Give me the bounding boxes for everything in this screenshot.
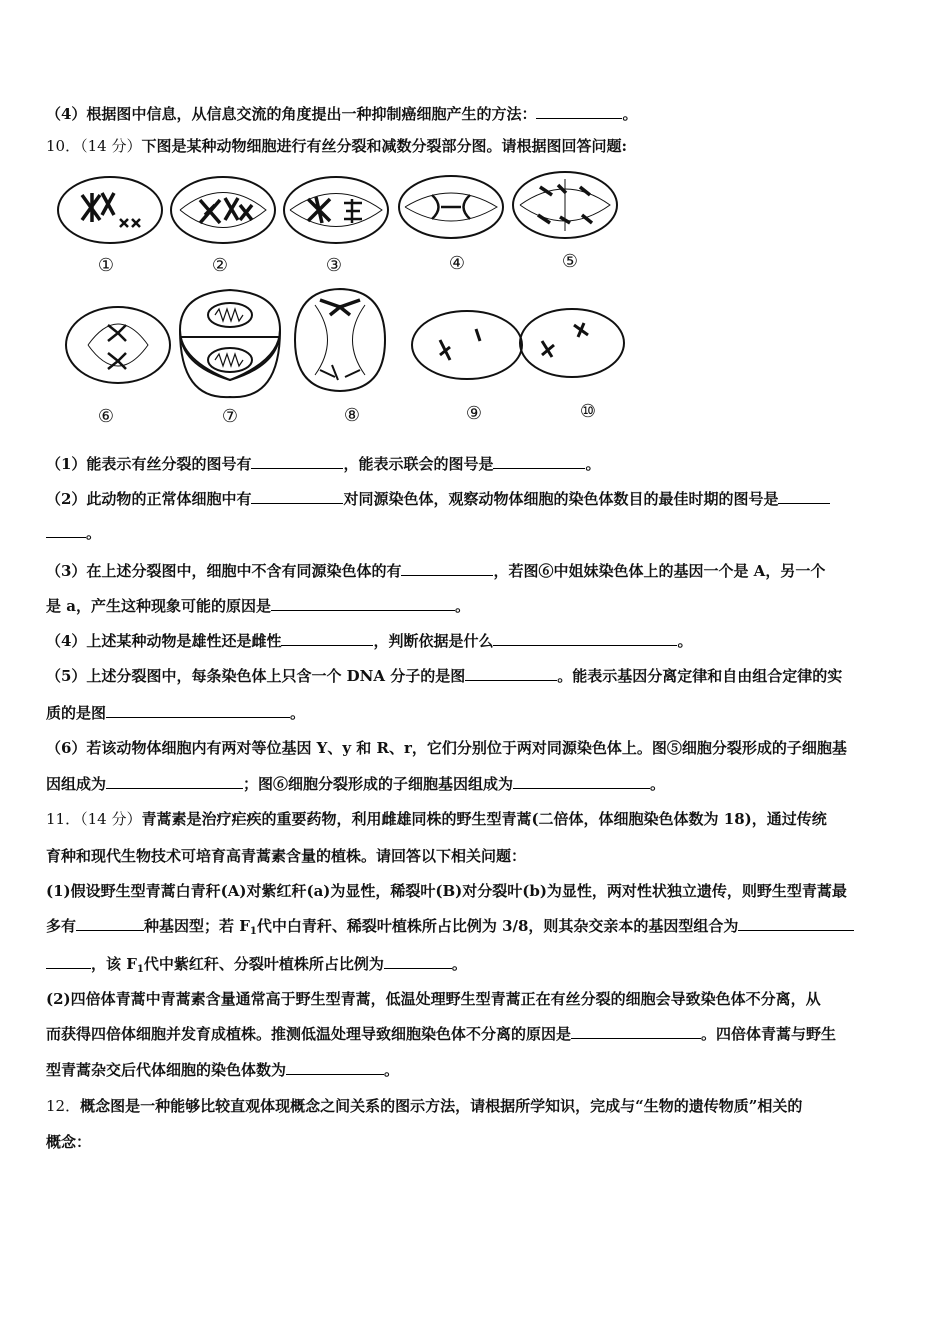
answer-blank[interactable] — [106, 703, 290, 718]
question-number: 11． — [46, 810, 81, 828]
figure-label: ④ — [448, 253, 466, 274]
question-number: 10． — [46, 137, 81, 155]
figure-label: ⑩ — [579, 401, 597, 422]
q9-part4: （4）根据图中信息，从信息交流的角度提出一种抑制癌细胞产生的方法： 。 — [46, 105, 638, 123]
figure-label: ③ — [325, 255, 343, 276]
q10-stem: 10．（14 分）下图是某种动物细胞进行有丝分裂和减数分裂部分图。请根据图回答问题: — [46, 137, 627, 155]
cell-9 — [412, 311, 522, 379]
cell-3 — [284, 177, 388, 243]
figure-label: ⑧ — [343, 405, 361, 426]
answer-blank[interactable] — [493, 631, 677, 646]
answer-blank[interactable] — [571, 1024, 701, 1039]
q11-part1-cont: 多有 种基因型；若 $F_1$代中白青秆、稀裂叶植株所占比例为 3/8，则其杂交亲本的基因型组合为 — [46, 916, 906, 942]
q10-part3-cont: 是 a，产生这种现象可能的原因是 。 — [46, 597, 470, 615]
answer-blank[interactable] — [46, 523, 86, 538]
answer-blank[interactable] — [465, 666, 557, 681]
answer-blank[interactable] — [76, 916, 144, 931]
answer-blank[interactable] — [401, 561, 493, 576]
q11-part2-cont: 而获得四倍体细胞并发育成植株。推测低温处理导致细胞染色体不分离的原因是 。四倍体青蒿与野生 — [46, 1025, 837, 1043]
q10-part5-cont: 质的是图 。 — [46, 704, 306, 722]
answer-blank[interactable] — [281, 631, 373, 646]
answer-blank[interactable] — [536, 104, 622, 119]
cell-1 — [58, 177, 162, 243]
q11-part2-cont2: 型青蒿杂交后代体细胞的染色体数为 。 — [46, 1061, 400, 1079]
figure-label: ⑨ — [465, 403, 483, 424]
cell-8 — [295, 289, 385, 391]
answer-blank[interactable] — [384, 954, 452, 969]
cell-6 — [66, 307, 170, 383]
figure-label: ② — [211, 255, 229, 276]
answer-blank[interactable] — [251, 454, 343, 469]
q10-part4: （4）上述某种动物是雄性还是雌性 ，判断依据是什么 。 — [46, 632, 693, 650]
q10-part3: （3）在上述分裂图中，细胞中不含有同源染色体的有 ，若图⑥中姐妹染色体上的基因一个是 A，另一个 — [46, 562, 826, 580]
figure-label: ⑦ — [221, 406, 239, 427]
q12-stem: 12．概念图是一种能够比较直观体现概念之间关系的图示方法，请根据所学知识，完成与“生物的遗传物质”相关的 — [46, 1097, 803, 1115]
answer-blank[interactable] — [251, 489, 343, 504]
q12-stem-cont: 概念： — [46, 1133, 92, 1151]
cell-division-figure — [40, 165, 640, 430]
question-score: （14 分） — [80, 137, 142, 155]
q10-part1: （1）能表示有丝分裂的图号有 ，能表示联会的图号是 。 — [46, 455, 601, 473]
q10-part5: （5）上述分裂图中，每条染色体上只含一个 DNA 分子的是图 。能表示基因分离定律和自由组合定律的实 — [46, 667, 843, 685]
cell-10 — [520, 309, 624, 377]
q10-part2-cont: 。 — [46, 523, 906, 543]
answer-blank[interactable] — [778, 489, 830, 504]
cell-2 — [171, 177, 275, 243]
answer-blank[interactable] — [493, 454, 585, 469]
q11-part2: (2)四倍体青蒿中青蒿素含量通常高于野生型青蒿，低温处理野生型青蒿正在有丝分裂的细胞会导致染色体不分离，从 — [46, 990, 821, 1008]
question-score: （14 分） — [80, 810, 142, 828]
cell-5 — [513, 172, 617, 238]
q10-part2: （2）此动物的正常体细胞中有 对同源染色体，观察动物体细胞的染色体数目的最佳时期的图号是 — [46, 489, 906, 509]
q11-stem-cont: 育种和现代生物技术可培育高青蒿素含量的植株。请回答以下相关问题： — [46, 847, 527, 865]
q10-part6-cont: 因组成为 ；图⑥细胞分裂形成的子细胞基因组成为 。 — [46, 775, 666, 793]
figure-label: ① — [97, 255, 115, 276]
answer-blank[interactable] — [106, 774, 243, 789]
cell-7 — [180, 290, 280, 397]
q11-part1-cont2: ，该 $F_1$代中紫红秆、分裂叶植株所占比例为 。 — [46, 954, 906, 980]
q11-stem: 11．（14 分）青蒿素是治疗疟疾的重要药物，利用雌雄同株的野生型青蒿(二倍体，体细胞染色体数为 18)，通过传统 — [46, 810, 827, 828]
answer-blank[interactable] — [738, 916, 854, 931]
question-number: 12． — [46, 1097, 81, 1115]
answer-blank[interactable] — [271, 596, 455, 611]
q11-part1: (1)假设野生型青蒿白青秆(A)对紫红秆(a)为显性，稀裂叶(B)对分裂叶(b)为显性，两对性状独立遗传，则野生型青蒿最 — [46, 882, 847, 900]
q10-part6: （6）若该动物体细胞内有两对等位基因 Y、y 和 R、r，它们分别位于两对同源染色体上。图⑤细胞分裂形成的子细胞基 — [46, 739, 847, 757]
figure-label: ⑤ — [561, 251, 579, 272]
cell-4 — [399, 176, 503, 238]
answer-blank[interactable] — [513, 774, 650, 789]
answer-blank[interactable] — [286, 1060, 384, 1075]
answer-blank[interactable] — [46, 954, 91, 969]
figure-label: ⑥ — [97, 406, 115, 427]
